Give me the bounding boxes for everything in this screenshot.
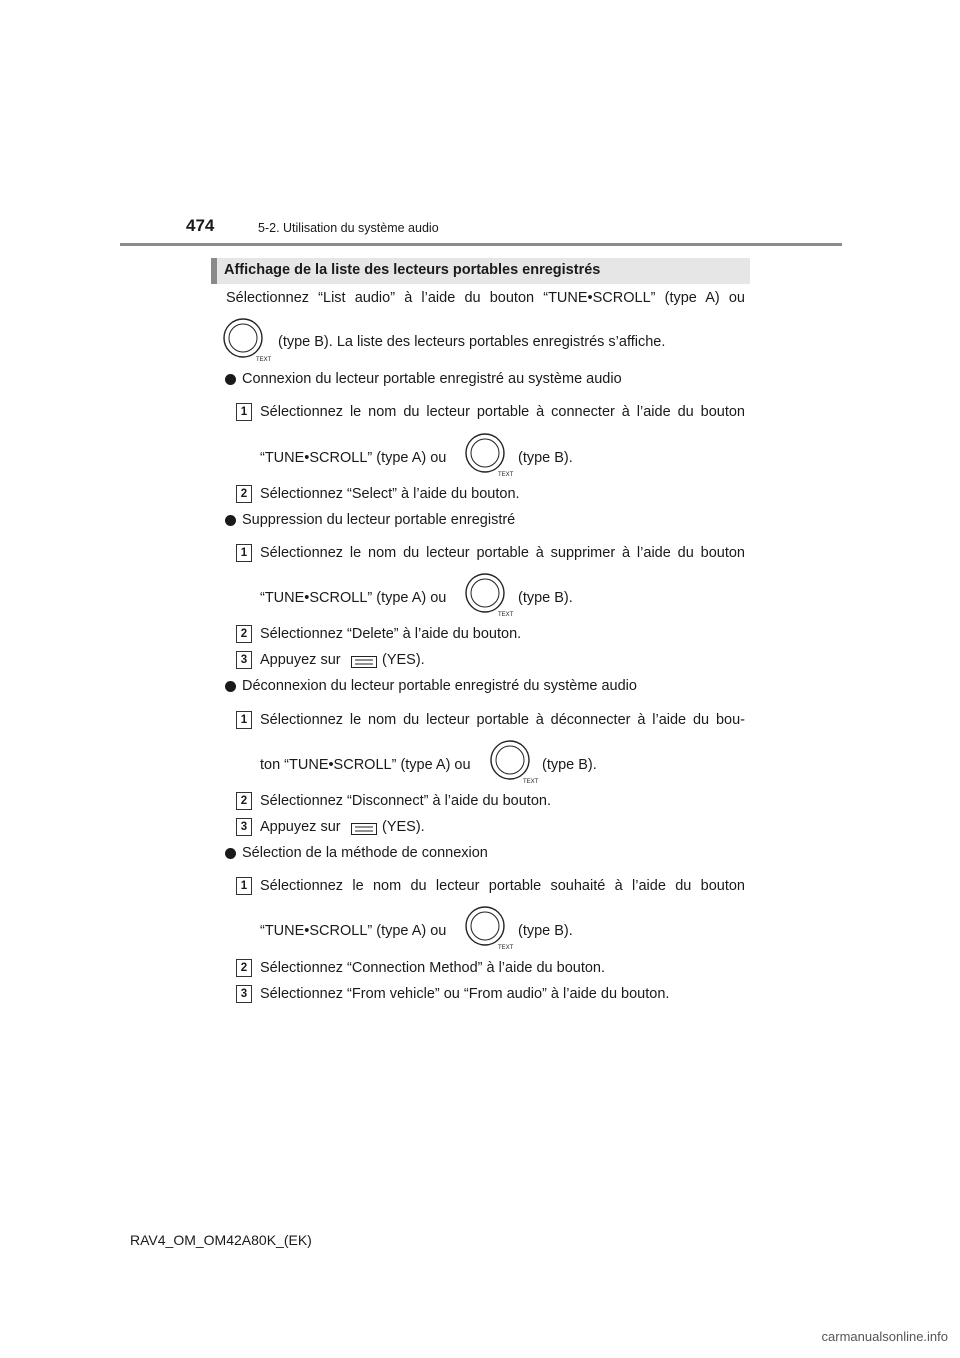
- step-text: Sélectionnez “Connection Method” à l’aide du bouton.: [260, 960, 606, 976]
- svg-text:TEXT: TEXT: [523, 779, 539, 785]
- yes-key-icon: [351, 823, 377, 835]
- bullet: [225, 681, 236, 692]
- step-number-badge: 2: [236, 959, 252, 977]
- step-text: “TUNE•SCROLL” (type A) ou: [260, 590, 447, 606]
- step-text: Sélectionnez le nom du lecteur portable à connecter à l’aide du bouton: [260, 404, 745, 420]
- step-number-badge: 3: [236, 818, 252, 836]
- title-accent: [211, 258, 217, 284]
- step-text: (type B).: [518, 590, 573, 606]
- step-number-badge: 1: [236, 403, 252, 421]
- tune-scroll-knob-icon: [465, 572, 514, 618]
- step-number-badge: 2: [236, 792, 252, 810]
- tune-scroll-knob-icon: [465, 432, 514, 478]
- section-heading: Sélection de la méthode de connexion: [242, 845, 488, 861]
- step-text: Sélectionnez le nom du lecteur portable à supprimer à l’aide du bouton: [260, 545, 745, 561]
- step-number-badge: 3: [236, 651, 252, 669]
- intro-line-2: (type B). La liste des lecteurs portables enregistrés s’affiche.: [278, 334, 666, 350]
- step-text: (YES).: [382, 652, 425, 668]
- step-text: ton “TUNE•SCROLL” (type A) ou: [260, 757, 471, 773]
- step-text: Sélectionnez “Disconnect” à l’aide du bouton.: [260, 793, 551, 809]
- document-code: RAV4_OM_OM42A80K_(EK): [130, 1232, 312, 1248]
- step-number-badge: 3: [236, 985, 252, 1003]
- bullet: [225, 374, 236, 385]
- svg-text:TEXT: TEXT: [256, 357, 272, 363]
- step-text: “TUNE•SCROLL” (type A) ou: [260, 450, 447, 466]
- step-number-badge: 1: [236, 711, 252, 729]
- page-number: 474: [186, 216, 215, 235]
- step-text: (type B).: [518, 923, 573, 939]
- tune-scroll-knob-icon: [465, 905, 514, 951]
- intro-line-1: Sélectionnez “List audio” à l’aide du bouton “TUNE•SCROLL” (type A) ou: [226, 290, 745, 306]
- section-heading: Connexion du lecteur portable enregistré au système audio: [242, 371, 622, 387]
- step-number-badge: 2: [236, 485, 252, 503]
- yes-key-icon: [351, 656, 377, 668]
- step-number-badge: 2: [236, 625, 252, 643]
- section-title: 5-2. Utilisation du système audio: [258, 221, 439, 235]
- bullet: [225, 848, 236, 859]
- watermark: carmanualsonline.info: [821, 1329, 948, 1344]
- step-text: (YES).: [382, 819, 425, 835]
- step-text: Appuyez sur: [260, 819, 341, 835]
- step-text: Sélectionnez “From vehicle” ou “From audio” à l’aide du bouton.: [260, 986, 670, 1002]
- svg-text:TEXT: TEXT: [498, 612, 514, 618]
- step-number-badge: 1: [236, 877, 252, 895]
- step-text: “TUNE•SCROLL” (type A) ou: [260, 923, 447, 939]
- section-heading: Déconnexion du lecteur portable enregistré du système audio: [242, 678, 637, 694]
- tune-scroll-knob-icon: [223, 317, 272, 363]
- svg-text:TEXT: TEXT: [498, 472, 514, 478]
- topic-title: Affichage de la liste des lecteurs portables enregistrés: [224, 262, 601, 278]
- section-heading: Suppression du lecteur portable enregistré: [242, 512, 516, 528]
- step-text: Sélectionnez “Select” à l’aide du bouton.: [260, 486, 520, 502]
- step-text: (type B).: [542, 757, 597, 773]
- header-divider: [120, 243, 842, 246]
- step-text: (type B).: [518, 450, 573, 466]
- step-text: Sélectionnez le nom du lecteur portable à déconnecter à l’aide du bou-: [260, 712, 745, 728]
- step-number-badge: 1: [236, 544, 252, 562]
- tune-scroll-knob-icon: [490, 739, 539, 785]
- bullet: [225, 515, 236, 526]
- topic-title-bar: [211, 258, 750, 284]
- svg-text:TEXT: TEXT: [498, 945, 514, 951]
- step-text: Appuyez sur: [260, 652, 341, 668]
- step-text: Sélectionnez le nom du lecteur portable souhaité à l’aide du bouton: [260, 878, 745, 894]
- step-text: Sélectionnez “Delete” à l’aide du bouton.: [260, 626, 522, 642]
